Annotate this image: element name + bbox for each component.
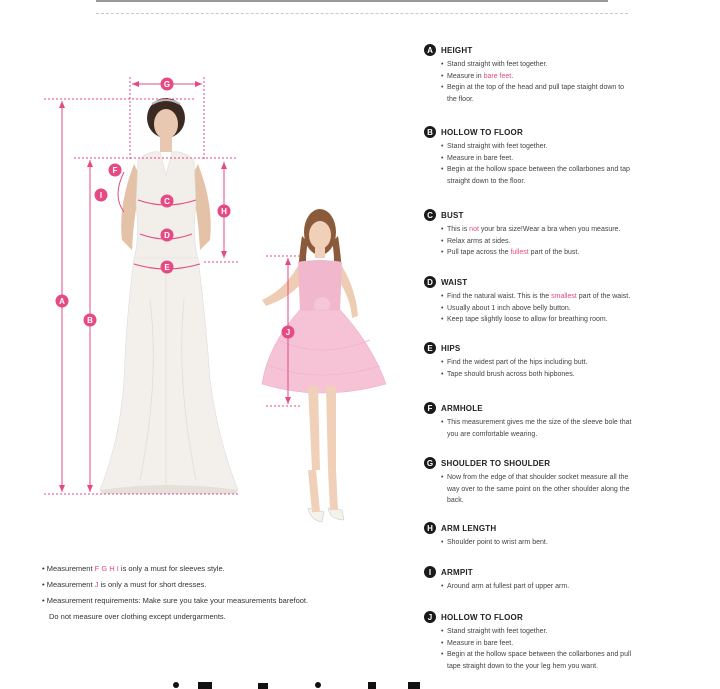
bullet-item [441,369,714,381]
text-run: • Measurement [42,580,95,589]
section-title: BUST [441,210,464,220]
section-arm-length [424,522,714,549]
bullet-item [441,224,714,236]
text-run: This measurement gives me the size of the sleeve bole that [447,419,632,426]
letter-badge: B [424,126,436,138]
letter-badge: C [424,209,436,221]
bullet-item [441,153,714,165]
section-shoulder-to-shoulder [424,457,714,507]
text-run: Tape should brush across both hipbones. [447,370,575,378]
note-line [42,611,382,623]
bullet-list [441,537,714,549]
highlight-text: fullest [510,249,529,256]
svg-text:D: D [164,231,170,240]
bullet-item [441,472,714,484]
bullet-list [441,417,714,440]
letter-badge: F [424,402,436,414]
text-run: • Measurement [42,564,95,573]
bullet-item [441,484,714,496]
text-run: Relax arms at sides. [447,237,511,245]
svg-text:A: A [59,297,65,306]
text-run: you are comfortable wearing. [447,430,538,438]
text-run: Measure in bare feet. [447,639,514,647]
svg-text:G: G [163,80,171,89]
bullet-list [441,141,714,187]
svg-text:F: F [112,166,118,175]
bullet-item [441,82,714,94]
section-title: ARMHOLE [441,403,483,413]
text-run: Stand straight with feet together. [447,143,548,150]
section-header [424,611,714,623]
bullet-list [441,291,714,326]
section-bust [424,209,714,259]
text-run: Around arm at fullest part of upper arm. [447,583,570,590]
bullet-item [441,141,714,153]
text-run: This is [447,226,470,233]
badge-g [161,78,174,91]
bullet-item [441,495,714,507]
text-run: Keep tape slightly loose to allow for breathing room. [447,316,608,323]
note-line [42,579,382,591]
measurement-figures [0,0,410,560]
bullet-item [441,638,714,650]
text-run: Now from the edge of that shoulder socket measure all the [447,474,629,481]
svg-text:J: J [285,328,291,337]
section-header [424,276,714,288]
text-run: way over to the same point on the other shoulder along the [447,485,630,493]
bullet-item [441,661,714,673]
svg-text:H: H [221,207,227,216]
badge-j [282,326,295,339]
highlight-text: smallest [551,293,577,300]
text-run: part of the bust. [528,249,580,256]
text-run: . [511,72,514,80]
bullet-list [441,59,714,105]
svg-text:I: I [99,191,103,200]
section-header [424,566,714,578]
section-height [424,44,714,105]
text-run: your bra size!Wear a bra when you measure. [478,226,621,233]
bullet-item [441,303,714,315]
girl-figure [262,209,386,522]
bullet-list [441,472,714,507]
badge-f [109,164,122,177]
figures-illustration [0,0,410,560]
section-header [424,342,714,354]
note-line [42,595,382,607]
section-waist [424,276,714,326]
section-hips [424,342,714,380]
bullet-list [441,357,714,380]
bullet-item [441,247,714,259]
bullet-item [441,59,714,71]
letter-badge: I [424,566,436,578]
section-header [424,522,714,534]
badge-h [218,205,231,218]
bullet-item [441,649,714,661]
bullet-item [441,314,714,326]
text-run: back. [447,497,464,504]
section-armpit [424,566,714,593]
measurement-notes [42,563,382,627]
svg-text:B: B [87,316,93,325]
text-run: Pull tape across the [447,249,511,256]
text-run: • Measurement requirements: Make sure you take your measurements barefoot. [42,596,309,605]
svg-text:E: E [164,263,170,272]
bullet-list [441,224,714,259]
section-header [424,457,714,469]
text-run: Do not measure over clothing except undergarments. [49,612,226,621]
section-title: HOLLOW TO FLOOR [441,612,523,622]
note-line [42,563,382,575]
badge-e [161,261,174,274]
badge-c [161,195,174,208]
section-title: ARM LENGTH [441,523,497,533]
badge-a [56,295,69,308]
section-title: HOLLOW TO FLOOR [441,127,523,137]
letter-badge: G [424,457,436,469]
text-run: Measure in [447,72,484,80]
bullet-item [441,581,714,593]
bride-figure [100,98,238,494]
text-run: Begin at the hollow space between the collarbones and tap [447,166,630,173]
text-run: is only a must for short dresses. [98,580,207,589]
highlight-text: not [469,226,479,233]
text-run: is only a must for sleeves style. [118,564,225,573]
letter-badge: H [424,522,436,534]
bullet-item [441,71,714,83]
highlight-text: F G H I [94,564,119,573]
letter-badge: D [424,276,436,288]
text-run: straight down to the floor. [447,177,526,185]
letter-badge: E [424,342,436,354]
bullet-list [441,626,714,672]
section-hollow-to-floor [424,126,714,187]
bullet-item [441,94,714,106]
svg-text:C: C [164,197,170,206]
badge-d [161,229,174,242]
bullet-list [441,581,714,593]
section-title: SHOULDER TO SHOULDER [441,458,551,468]
bullet-item [441,626,714,638]
bullet-item [441,291,714,303]
letter-badge: J [424,611,436,623]
text-run: Begin at the hollow space between the collarbones and pull [447,651,632,658]
text-run: Find the natural waist. This is the [447,293,552,300]
highlight-text: J [94,580,99,589]
section-header [424,402,714,414]
text-run: Find the widest part of the hips including butt. [447,359,588,366]
section-title: HIPS [441,343,461,353]
section-armhole [424,402,714,440]
text-run: Stand straight with feet together. [447,61,548,68]
text-run: Shoulder point to wrist arm bent. [447,539,548,546]
highlight-text: bare feet [483,72,512,80]
badge-b [84,314,97,327]
bullet-item [441,236,714,248]
bullet-item [441,164,714,176]
text-run: Measure in bare feet. [447,154,514,162]
text-run: Stand straight with feet together. [447,628,548,635]
badge-i [95,189,108,202]
section-header [424,44,714,56]
bullet-item [441,357,714,369]
text-run: Usually about 1 inch above belly button. [447,304,571,312]
bullet-item [441,176,714,188]
text-run: the floor. [447,95,474,103]
text-run: tape straight down to the your leg hem you want. [447,662,598,670]
text-run: part of the waist. [576,293,631,300]
bullet-item [441,417,714,429]
bullet-item [441,537,714,549]
letter-badge: A [424,44,436,56]
section-title: HEIGHT [441,45,473,55]
bottom-decoration [168,676,438,689]
section-title: ARMPIT [441,567,473,577]
text-run: Begin at the top of the head and pull tape staight down to [447,84,625,91]
section-header [424,209,714,221]
section-title: WAIST [441,277,468,287]
section-header [424,126,714,138]
bullet-item [441,429,714,441]
section-hollow-to-floor [424,611,714,672]
